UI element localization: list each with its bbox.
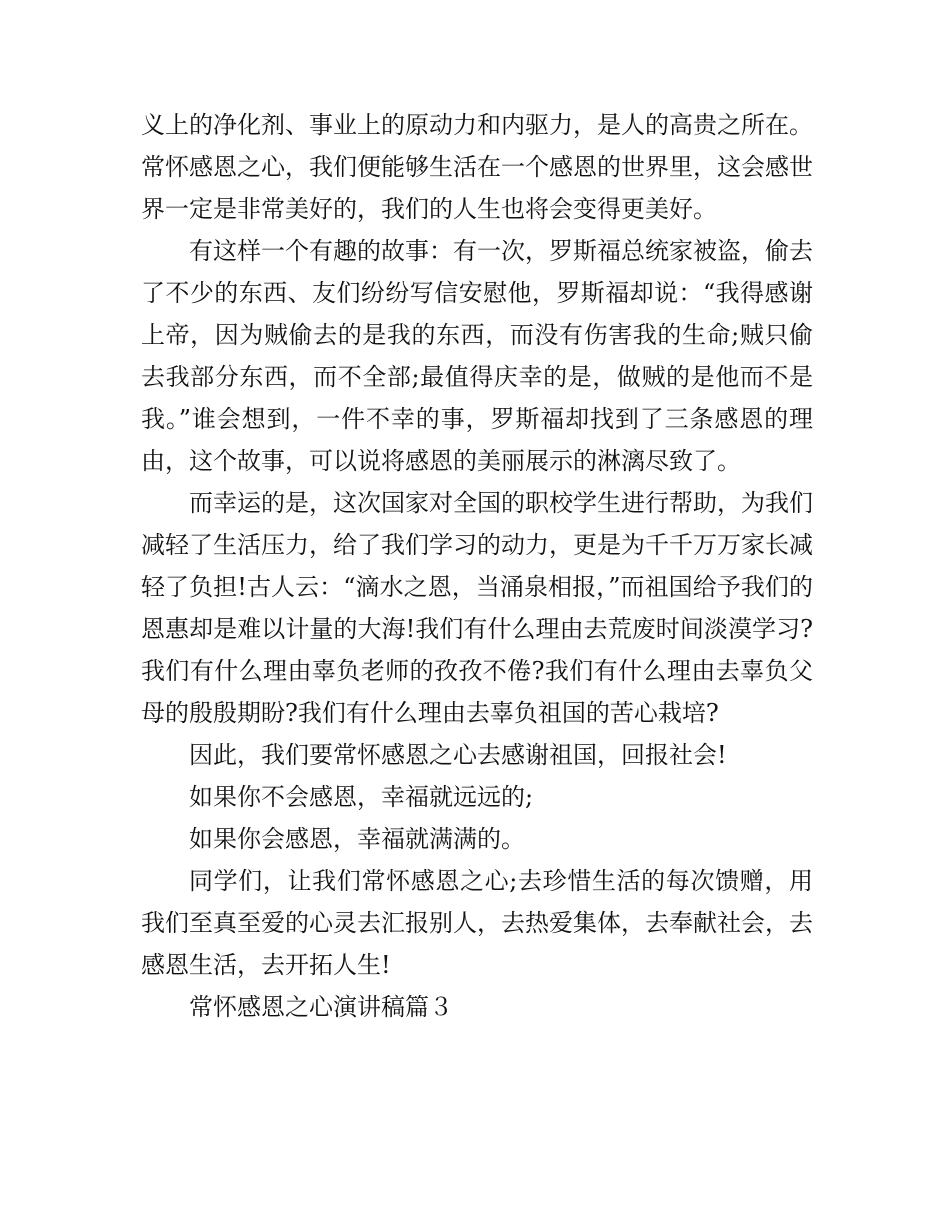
paragraph-roosevelt-story: 有这样一个有趣的故事：有一次，罗斯福总统家被盗，偷去了不少的东西、友们纷纷写信安慰他，罗斯福却说：“我得感谢上帝，因为贼偷去的是我的东西，而没有伤害我的生命;贼只偷去我部分东西，而不全部;最值得庆幸的是，做贼的是他而不是我。”谁会想到，一件不幸的事，罗斯福却找到了三条感恩的理由，这个故事，可以说将感恩的美丽展示的淋漓尽致了。 xyxy=(141,237,813,475)
paragraph-if-not-grateful: 如果你不会感恩，幸福就远远的; xyxy=(189,783,534,811)
section-heading: 常怀感恩之心演讲稿篇３ xyxy=(189,993,453,1021)
paragraph-call-to-action: 同学们，让我们常怀感恩之心;去珍惜生活的每次馈赠，用我们至真至爱的心灵去汇报别人，去热爱集体，去奉献社会，去感恩生活，去开拓人生! xyxy=(141,867,813,979)
document-body xyxy=(141,104,813,1028)
paragraph-conclusion: 因此，我们要常怀感恩之心去感谢祖国，回报社会! xyxy=(189,741,727,769)
paragraph-if-grateful: 如果你会感恩，幸福就满满的。 xyxy=(189,825,525,853)
paragraph-national-support: 而幸运的是，这次国家对全国的职校学生进行帮助，为我们减轻了生活压力，给了我们学习的动力，更是为千千万万家长减轻了负担!古人云：“滴水之恩，当涌泉相报，”而祖国给予我们的恩惠却是难以计量的大海!我们有什么理由去荒废时间淡漠学习?我们有什么理由辜负老师的孜孜不倦?我们有什么理由去辜负父母的殷殷期盼?我们有什么理由去辜负祖国的苦心栽培? xyxy=(141,489,813,727)
paragraph-continuation: 义上的净化剂、事业上的原动力和内驱力，是人的高贵之所在。常怀感恩之心，我们便能够生活在一个感恩的世界里，这会感世界一定是非常美好的，我们的人生也将会变得更美好。 xyxy=(141,111,813,223)
